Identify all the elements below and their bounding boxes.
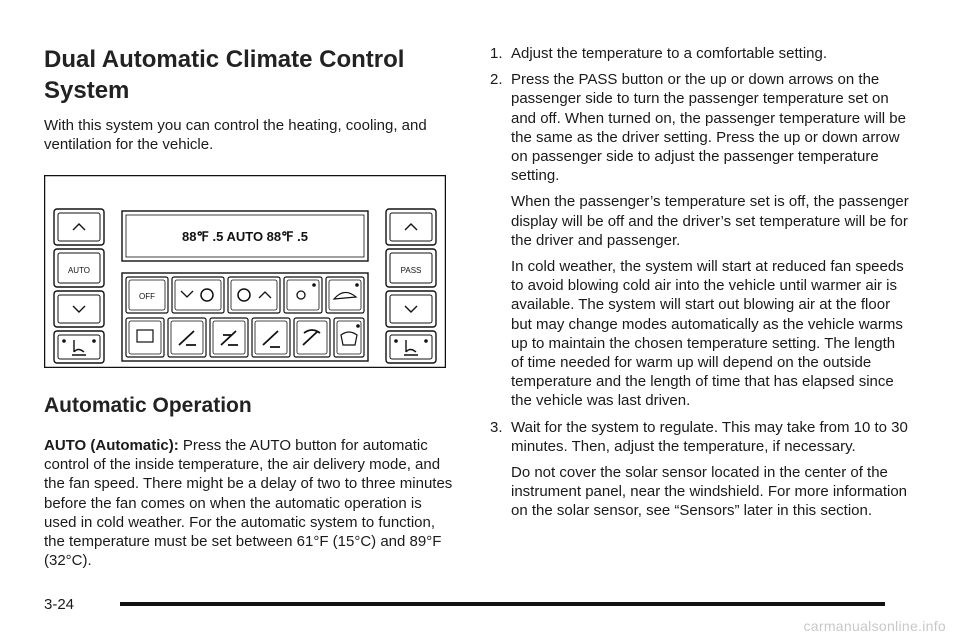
step-text: In cold weather, the system will start at reduced fan speeds to avoid blowing cold air into the vehicle until warmer air is available. The system will start out blowing air at the floor but may change modes automatically as the vehicle warms up to maintain the chosen temperature setting. The length of time needed for warm up will depend on the outside temperature and the length of time that has elapsed since the vehicle was last driven. — [511, 258, 904, 410]
off-button-label: OFF — [139, 292, 155, 301]
intro-text: With this system you can control the heating, cooling, and ventilation for the vehicle. — [44, 117, 427, 153]
auto-body: Press the AUTO button for automatic control of the inside temperature, the air delivery mode, and the fan speed. There might be a delay of two to three minutes before the fan comes on when the automatic operation is used in cold weather. For the automatic system to function, the temperature must be set between 61°F (15°C) and 89°F (32°C). — [44, 437, 453, 570]
step-text: Do not cover the solar sensor located in the center of the instrument panel, near the windshield. For more information on the solar sensor, see “Sensors” later in this section. — [511, 464, 908, 520]
left-column — [44, 44, 454, 570]
page-title: Dual Automatic Climate Control System — [44, 46, 405, 104]
list-item — [490, 418, 910, 521]
step-text: Adjust the temperature to a comfortable setting. — [511, 45, 828, 62]
auto-description — [44, 436, 454, 570]
auto-lead: AUTO (Automatic): — [44, 437, 179, 454]
climate-control-panel-illustration — [44, 175, 446, 368]
section-heading: Automatic Operation — [44, 394, 252, 417]
auto-button-label: AUTO — [67, 266, 91, 275]
step-number: 1. — [490, 45, 503, 62]
right-column — [490, 44, 910, 528]
step-text: Press the PASS button or the up or down arrows on the passenger side to turn the passenger temperature set on and off. When turned on, the passenger temperature will be the same as the driver setting. Press the up or down arrow on passenger side to adjust the passenger temperature setting. — [511, 71, 906, 185]
step-text: When the passenger’s temperature set is off, the passenger display will be off and the driver’s set temperature will be for the driver and passenger. — [511, 193, 909, 249]
footer-divider — [120, 602, 885, 606]
list-item — [490, 44, 910, 63]
list-item — [490, 70, 910, 410]
step-number: 3. — [490, 418, 503, 436]
step-text: Wait for the system to regulate. This may take from 10 to 30 minutes. Then, adjust the temperature, if necessary. — [511, 418, 908, 455]
steps-list — [490, 44, 910, 521]
page-number: 3-24 — [44, 596, 75, 613]
pass-button-label: PASS — [400, 266, 422, 275]
step-number: 2. — [490, 71, 503, 89]
watermark: carmanualsonline.info — [803, 618, 946, 634]
display-readout: 88℉ .5 AUTO 88℉ .5 — [182, 229, 308, 244]
